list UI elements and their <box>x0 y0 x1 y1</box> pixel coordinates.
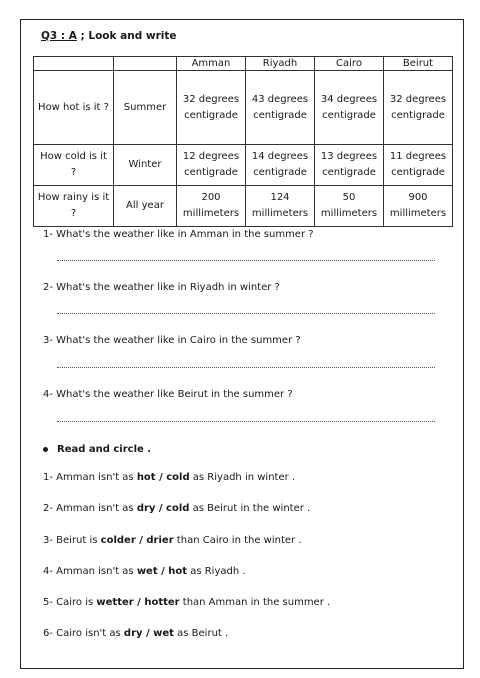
item-text-end: than Cairo in the winter . <box>173 535 302 546</box>
option-1[interactable]: dry <box>136 503 156 514</box>
item-text: 1- Amman isn't as <box>43 472 137 483</box>
table-cell: 50 millimeters <box>315 186 384 227</box>
circle-item <box>43 503 310 514</box>
table-cell: 12 degrees centigrade <box>177 145 246 186</box>
option-separator: / <box>135 535 147 546</box>
option-1[interactable]: wet <box>136 566 158 577</box>
option-1[interactable]: colder <box>100 535 136 546</box>
item-text: 4- Amman isn't as <box>43 566 137 577</box>
answer-line-1[interactable] <box>57 260 435 261</box>
option-2[interactable]: drier <box>146 535 174 546</box>
question-4: 4- What's the weather like Beirut in the summer ? <box>43 389 293 400</box>
option-separator: / <box>155 503 167 514</box>
worksheet <box>20 19 464 669</box>
row-question: How hot is it ? <box>34 71 114 145</box>
circle-item <box>43 597 330 608</box>
read-and-circle-heading <box>43 444 151 455</box>
item-text: 5- Cairo is <box>43 597 97 608</box>
option-2[interactable]: wet <box>153 628 174 639</box>
option-2[interactable]: hotter <box>144 597 180 608</box>
header-empty-question <box>34 57 114 71</box>
table-cell: 200 millimeters <box>177 186 246 227</box>
worksheet-title <box>41 30 177 42</box>
header-city: Amman <box>177 57 246 71</box>
item-text-end: than Amman in the summer . <box>179 597 331 608</box>
answer-line-2[interactable] <box>57 313 435 314</box>
option-1[interactable]: hot <box>136 472 156 483</box>
header-empty-season <box>114 57 177 71</box>
table-row <box>34 186 453 227</box>
option-2[interactable]: cold <box>166 472 190 483</box>
circle-item <box>43 566 246 577</box>
table-cell: 11 degrees centigrade <box>384 145 453 186</box>
heading-text: Read and circle . <box>57 444 152 455</box>
item-text-end: as Riyadh . <box>187 566 246 577</box>
weather-table <box>33 56 453 227</box>
answer-line-3[interactable] <box>57 367 435 368</box>
table-header-row <box>34 57 453 71</box>
item-text-end: as Beirut . <box>173 628 229 639</box>
header-city: Beirut <box>384 57 453 71</box>
table-cell: 124 millimeters <box>246 186 315 227</box>
option-2[interactable]: cold <box>166 503 190 514</box>
question-2: 2- What's the weather like in Riyadh in winter ? <box>43 282 280 293</box>
header-city: Riyadh <box>246 57 315 71</box>
option-separator: / <box>155 472 167 483</box>
table-row <box>34 71 453 145</box>
table-cell: 32 degrees centigrade <box>177 71 246 145</box>
option-separator: / <box>133 597 145 608</box>
circle-item <box>43 628 228 639</box>
question-number: Q3 : A <box>41 30 77 42</box>
item-text-end: as Riyadh in winter . <box>189 472 296 483</box>
item-text: 3- Beirut is <box>43 535 101 546</box>
question-3: 3- What's the weather like in Cairo in the summer ? <box>43 335 301 346</box>
item-text: 6- Cairo isn't as <box>43 628 124 639</box>
table-cell: 900 millimeters <box>384 186 453 227</box>
circle-item <box>43 535 302 546</box>
answer-line-4[interactable] <box>57 421 435 422</box>
row-question: How rainy is it ? <box>34 186 114 227</box>
circle-item <box>43 472 295 483</box>
option-1[interactable]: dry <box>123 628 143 639</box>
item-text-end: as Beirut in the winter . <box>189 503 311 514</box>
row-season: All year <box>114 186 177 227</box>
table-cell: 43 degrees centigrade <box>246 71 315 145</box>
table-cell: 13 degrees centigrade <box>315 145 384 186</box>
header-city: Cairo <box>315 57 384 71</box>
bullet-icon <box>43 447 48 452</box>
row-season: Summer <box>114 71 177 145</box>
option-1[interactable]: wetter <box>96 597 134 608</box>
table-cell: 32 degrees centigrade <box>384 71 453 145</box>
table-row <box>34 145 453 186</box>
row-season: Winter <box>114 145 177 186</box>
option-separator: / <box>142 628 154 639</box>
instruction: ; Look and write <box>76 30 177 42</box>
table-cell: 14 degrees centigrade <box>246 145 315 186</box>
option-2[interactable]: hot <box>168 566 188 577</box>
row-question: How cold is it ? <box>34 145 114 186</box>
item-text: 2- Amman isn't as <box>43 503 137 514</box>
option-separator: / <box>157 566 169 577</box>
question-1: 1- What's the weather like in Amman in the summer ? <box>43 229 314 240</box>
table-cell: 34 degrees centigrade <box>315 71 384 145</box>
